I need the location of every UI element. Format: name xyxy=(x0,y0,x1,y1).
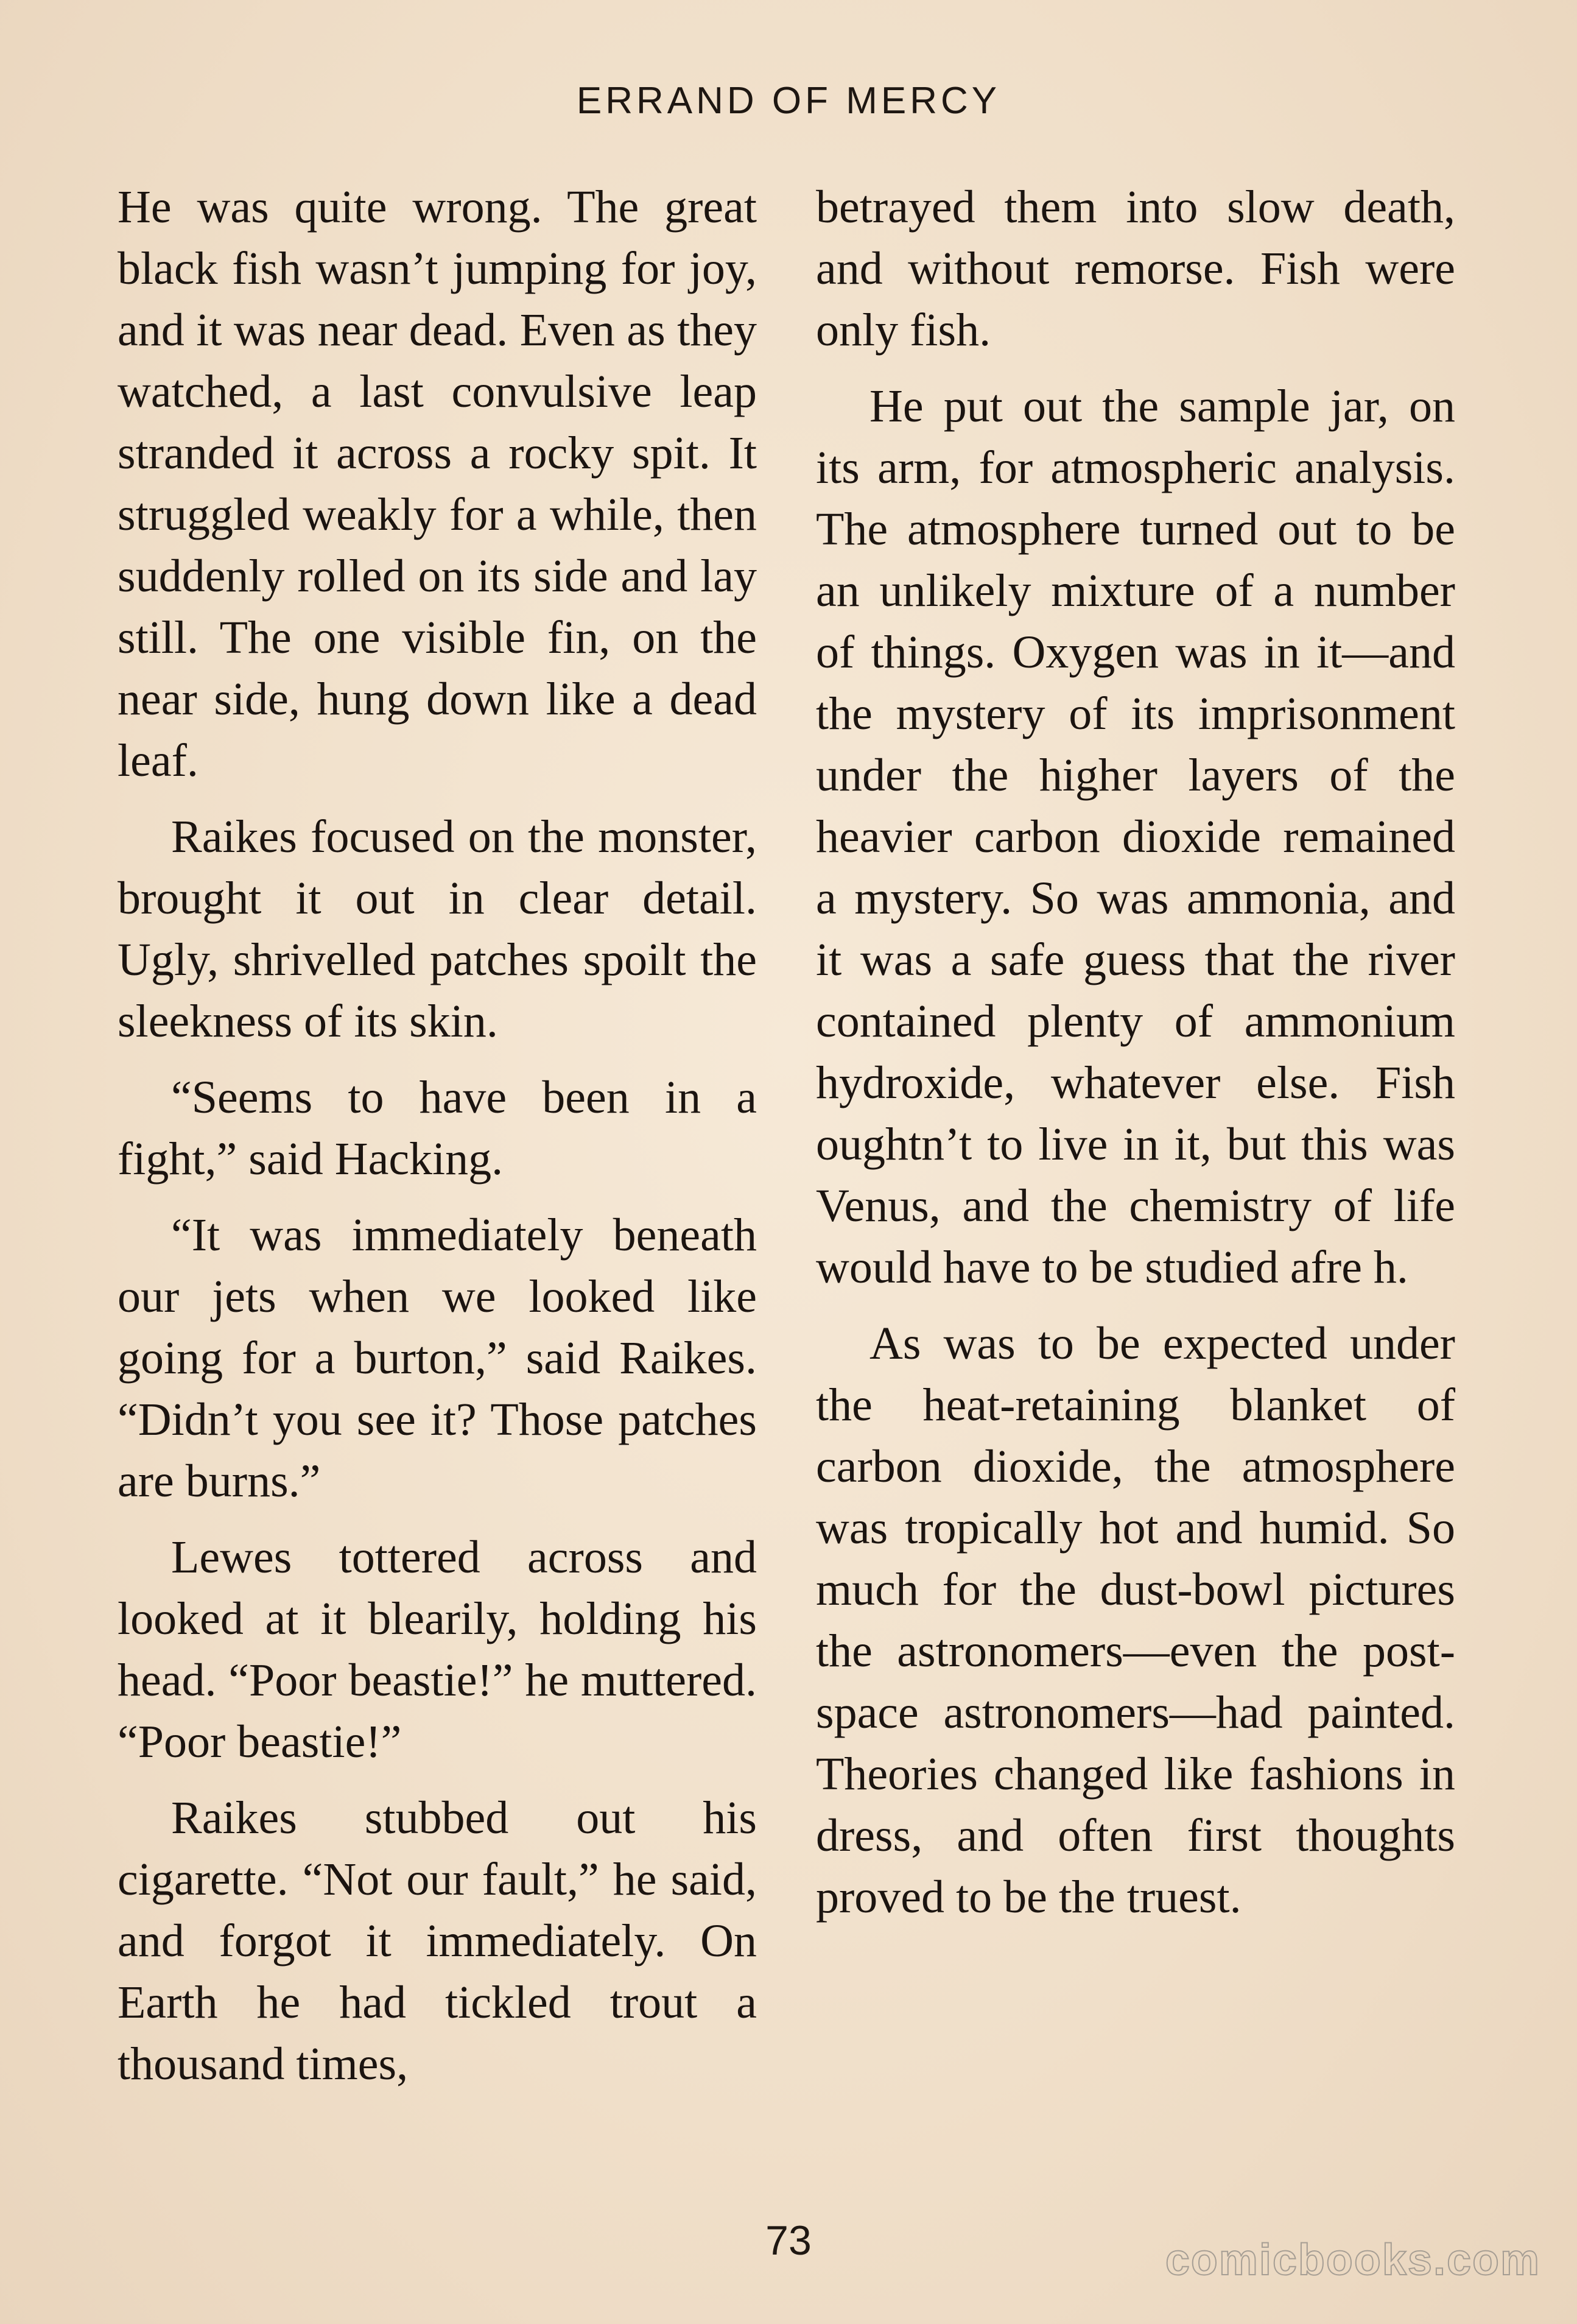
paragraph: As was to be expected under the heat-retaining blanket of carbon dioxide, the atmosphere was tropically hot and humid. So much for the dust-bowl pictures the astronomers—even the post-space astronomers—had painted. Theories changed like fashions in dress, and often first thoughts proved to be the truest. xyxy=(816,1318,1455,1923)
running-head: ERRAND OF MERCY xyxy=(576,80,1001,122)
left-column xyxy=(118,177,757,2110)
paragraph: Raikes focused on the monster, brought it out in clear detail. Ugly, shrivelled patches spoilt the sleekness of its skin. xyxy=(118,811,757,1047)
paragraph: He put out the sample jar, on its arm, for atmospheric analysis. The atmosphere turned out to be an unlikely mixture of a number of things. Oxygen was in it—and the mystery of its imprisonment under the higher layers of the heavier carbon dioxide remained a mystery. So was ammonia, and it was a safe guess that the river contained plenty of ammonium hydroxide, whatever else. Fish oughtn’t to live in it, but this was Venus, and the chemistry of life would have to be studied afre h. xyxy=(816,381,1455,1293)
paragraph: Raikes stubbed out his cigarette. “Not our fault,” he said, and forgot it immediately. On Earth he had tickled trout a thousand times, xyxy=(118,1792,757,2090)
watermark: comicbooks.com xyxy=(1165,2236,1540,2284)
right-column xyxy=(816,177,1455,1943)
paragraph: He was quite wrong. The great black fish wasn’t jumping for joy, and it was near dead. Even as they watched, a last convulsive leap stranded it across a rocky spit. It struggled weakly for a while, then suddenly rolled on its side and lay still. The one visible fin, on the near side, hung down like a dead leaf. xyxy=(118,181,757,786)
paragraph: Lewes tottered across and looked at it blearily, holding his head. “Poor beastie!” he muttered. “Poor beastie!” xyxy=(118,1532,757,1767)
paragraph: betrayed them into slow death, and without remorse. Fish were only fish. xyxy=(816,181,1455,356)
paragraph: “It was immediately beneath our jets when we looked like going for a burton,” said Raikes. “Didn’t you see it? Those patches are burns.” xyxy=(118,1210,757,1507)
page-number: 73 xyxy=(765,2217,812,2264)
paragraph: “Seems to have been in a fight,” said Hacking. xyxy=(118,1072,757,1185)
